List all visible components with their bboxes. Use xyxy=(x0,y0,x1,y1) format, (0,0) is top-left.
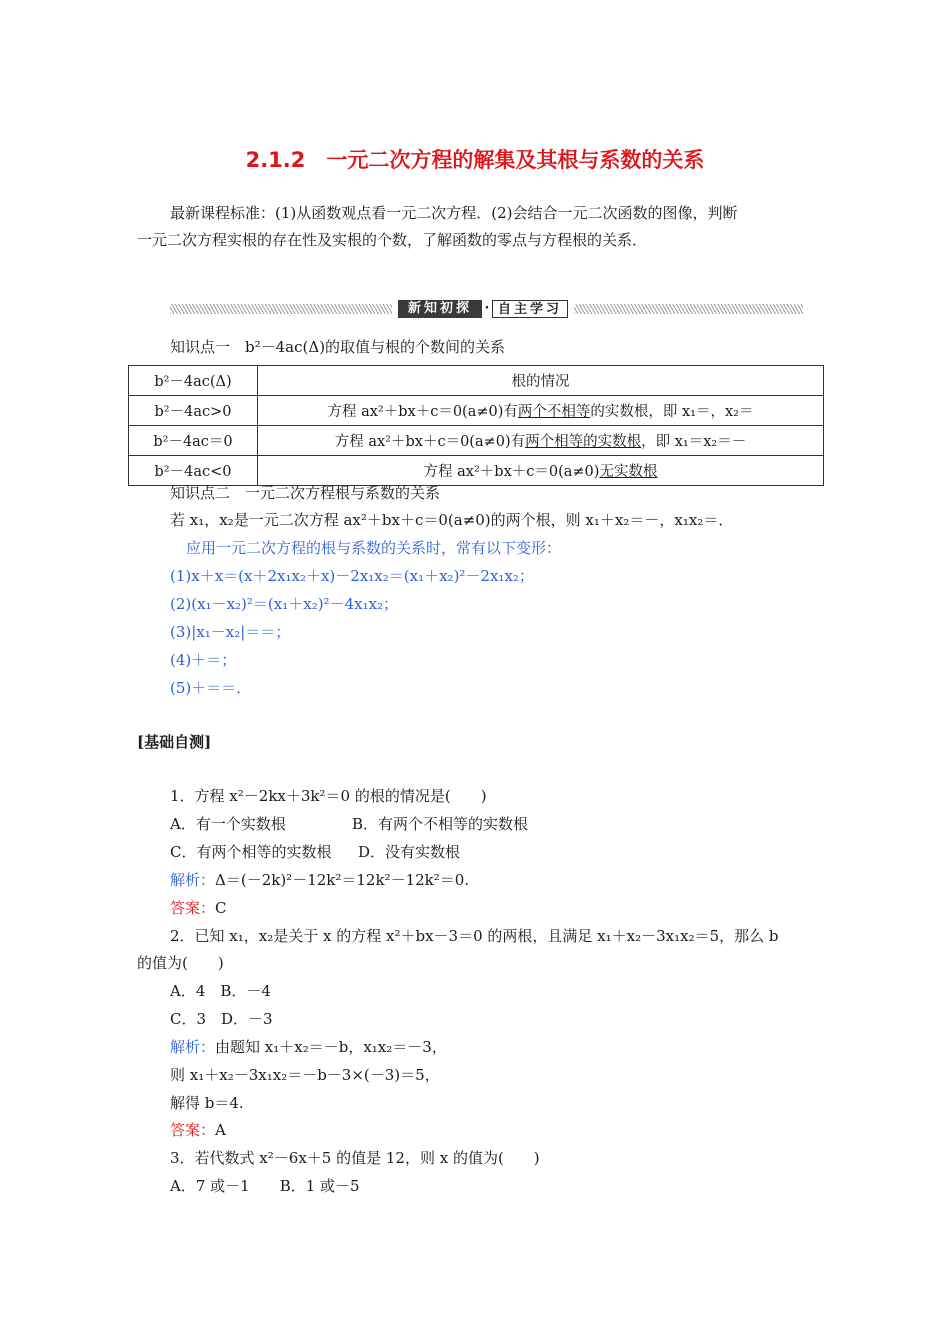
question-2-analysis-line-3: 解得 b＝4. xyxy=(170,1094,244,1112)
table-condition-cell: b²－4ac＝0 xyxy=(129,426,258,456)
banner-hatch-right xyxy=(574,304,803,314)
banner-hatch-left xyxy=(170,304,392,314)
transform-intro: 应用一元二次方程的根与系数的关系时，常有以下变形： xyxy=(186,539,562,557)
question-3-options-ab: A．7 或－1 B．1 或－5 xyxy=(170,1177,360,1195)
question-2-stem-line-1: 2．已知 x₁，x₂是关于 x 的方程 x²＋bx－3＝0 的两根，且满足 x₁＋x₂－3x₁x₂＝5，那么 b xyxy=(170,927,779,945)
result-text: 方程 ax²＋bx＋c＝0(a≠0)有 xyxy=(334,434,526,450)
table-condition-cell: b²－4ac<0 xyxy=(129,456,258,486)
table-header-cell: 根的情况 xyxy=(258,366,824,396)
transform-2: (2)(x₁－x₂)²＝(x₁＋x₂)²－4x₁x₂； xyxy=(170,595,399,613)
question-3-stem: 3．若代数式 x²－6x＋5 的值是 12，则 x 的值为( ) xyxy=(170,1149,540,1167)
banner-label-self-study: 自主学习 xyxy=(492,300,568,318)
answer-label: 答案： xyxy=(170,899,216,917)
section-banner xyxy=(170,300,803,318)
result-text: 方程 ax²＋bx＋c＝0(a≠0)有 xyxy=(327,404,518,420)
table-header-cell: b²－4ac(Δ) xyxy=(129,366,258,396)
result-underlined: 两个相等的实数根 xyxy=(525,434,642,450)
table-result-cell xyxy=(258,456,824,486)
question-2-stem-line-2: 的值为( ) xyxy=(137,954,224,972)
transform-4: (4)＋＝； xyxy=(170,651,237,669)
question-2-options-cd: C．3 D．－3 xyxy=(170,1010,273,1028)
table-header-row xyxy=(129,366,824,396)
knowledge-point-2-heading: 知识点二 一元二次方程根与系数的关系 xyxy=(170,484,441,502)
result-underlined: 无实数根 xyxy=(599,464,658,480)
result-text: ，即 x₁＝x₂＝－ xyxy=(641,434,747,450)
table-result-cell xyxy=(258,396,824,426)
page-title: 2.1.2 一元二次方程的解集及其根与系数的关系 xyxy=(245,148,705,172)
analysis-text: 由题知 x₁＋x₂＝－b，x₁x₂＝－3， xyxy=(215,1038,447,1056)
result-text: 的实数根，即 x₁＝，x₂＝ xyxy=(590,404,754,420)
table-row xyxy=(129,426,824,456)
course-standard-line-1: 最新课程标准：(1)从函数观点看一元二次方程．(2)会结合一元二次函数的图像，判断 xyxy=(170,204,738,222)
question-1-option-c: C．有两个相等的实数根 xyxy=(170,843,332,861)
section-heading: [基础自测] xyxy=(137,733,212,751)
table-result-cell xyxy=(258,426,824,456)
question-2-answer xyxy=(170,1120,226,1140)
analysis-text: Δ＝(－2k)²－12k²＝12k²－12k²＝0. xyxy=(215,871,470,889)
question-1-stem: 1．方程 x²－2kx＋3k²＝0 的根的情况是( ) xyxy=(170,787,487,805)
question-2-options-ab: A．4 B．－4 xyxy=(170,982,271,1000)
transform-3: (3)|x₁－x₂|＝＝； xyxy=(170,623,291,641)
answer-label: 答案： xyxy=(170,1121,216,1139)
discriminant-table xyxy=(128,365,824,486)
vieta-statement: 若 x₁，x₂是一元二次方程 ax²＋bx＋c＝0(a≠0)的两个根，则 x₁＋x₂＝－，x₁x₂＝． xyxy=(170,511,734,529)
table-condition-cell: b²－4ac>0 xyxy=(129,396,258,426)
answer-value: C xyxy=(215,899,227,917)
question-1-analysis xyxy=(170,870,469,890)
knowledge-point-1-heading: 知识点一 b²－4ac(Δ)的取值与根的个数间的关系 xyxy=(170,338,506,356)
banner-label-new-knowledge: 新知初探 xyxy=(398,300,482,318)
result-underlined: 两个不相等 xyxy=(517,404,591,420)
banner-dot: · xyxy=(484,301,490,316)
question-1-option-b: B．有两个不相等的实数根 xyxy=(352,815,529,833)
question-2-analysis xyxy=(170,1037,447,1057)
question-1-option-d: D．没有实数根 xyxy=(358,843,461,861)
table-row xyxy=(129,396,824,426)
question-1-answer xyxy=(170,898,227,918)
question-2-analysis-line-2: 则 x₁＋x₂－3x₁x₂＝－b－3×(－3)＝5， xyxy=(170,1066,440,1084)
result-text: 方程 ax²＋bx＋c＝0(a≠0) xyxy=(423,464,600,480)
analysis-label: 解析： xyxy=(170,871,216,889)
course-standard-line-2: 一元二次方程实根的存在性及实根的个数，了解函数的零点与方程根的关系． xyxy=(137,231,648,249)
transform-5: (5)＋＝＝． xyxy=(170,679,252,697)
analysis-label: 解析： xyxy=(170,1038,216,1056)
table-row xyxy=(129,456,824,486)
transform-1: (1)x＋x＝(x＋2x₁x₂＋x)－2x₁x₂＝(x₁＋x₂)²－2x₁x₂； xyxy=(170,567,534,585)
answer-value: A xyxy=(215,1121,226,1139)
question-1-option-a: A．有一个实数根 xyxy=(170,815,286,833)
